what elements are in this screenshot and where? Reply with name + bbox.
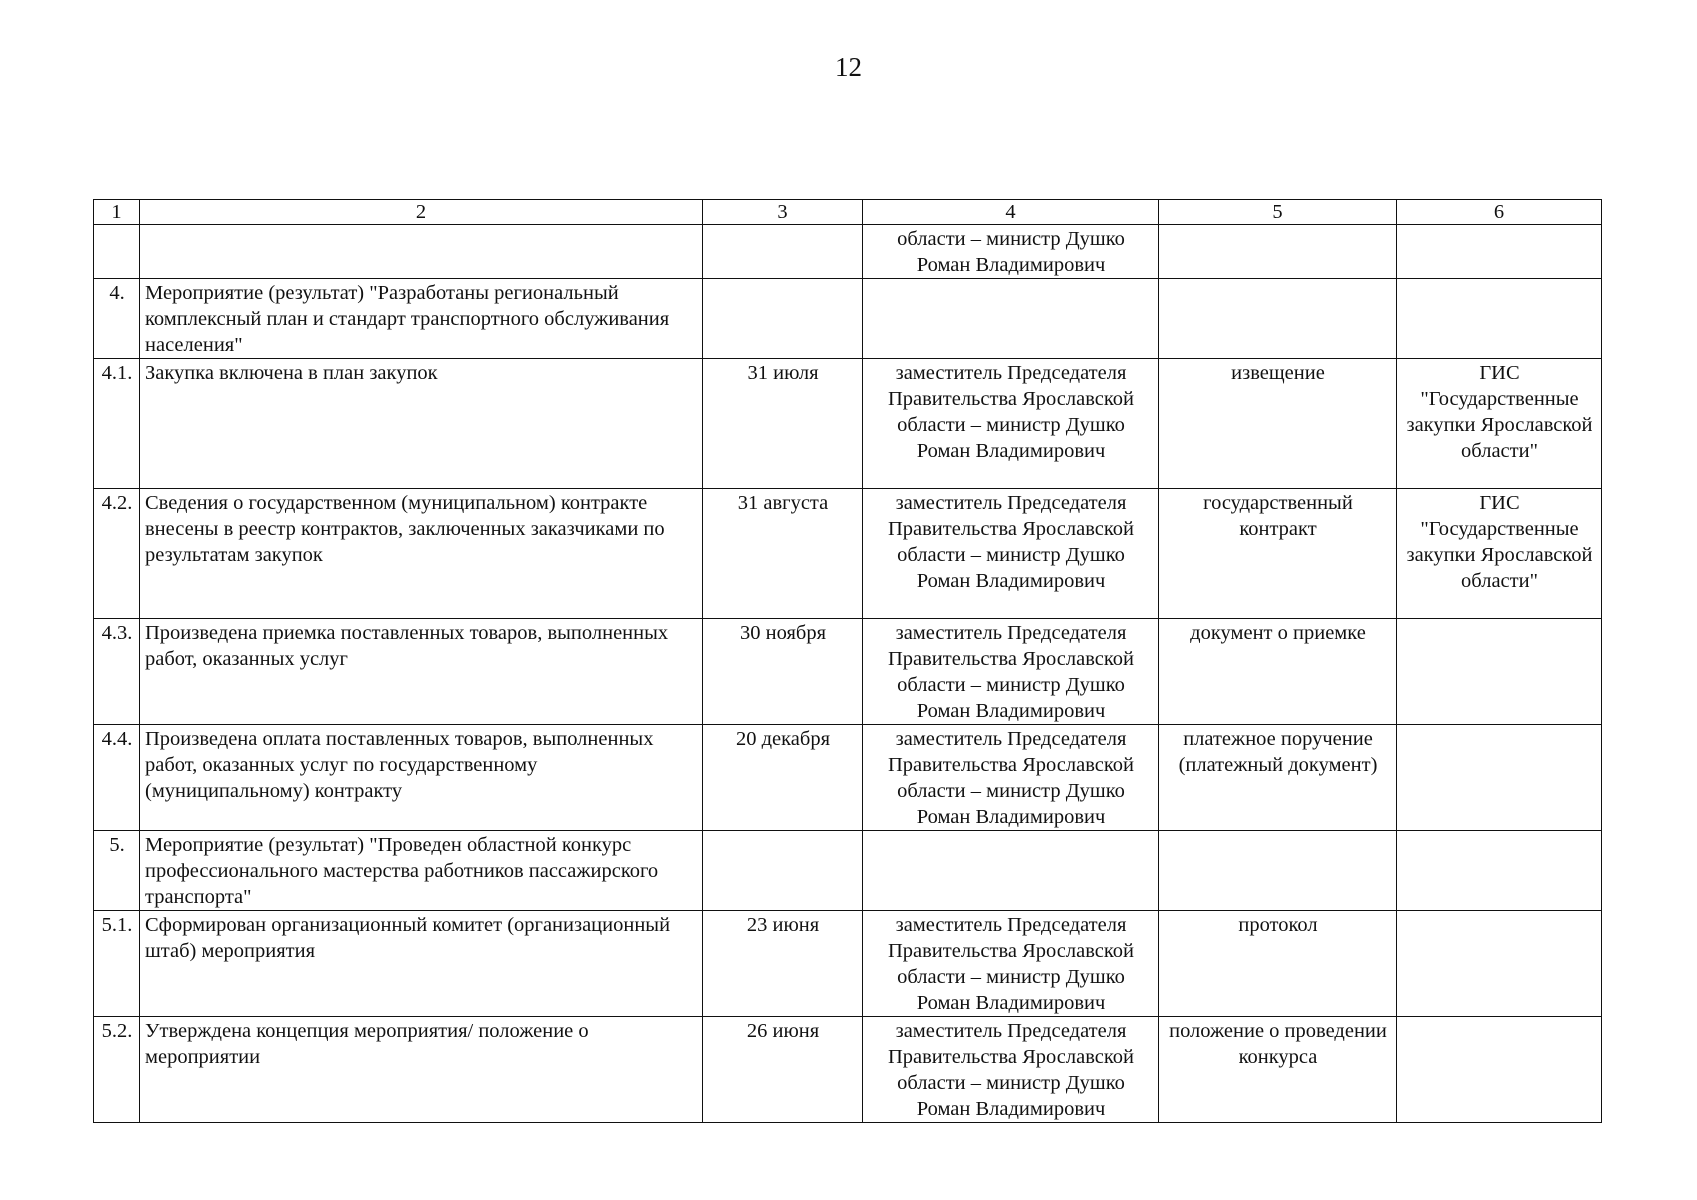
activity-cell	[140, 225, 703, 279]
document-cell: извещение	[1159, 359, 1397, 489]
responsible-cell: заместитель Председателя Правительства Ярославской области – министр Душко Роман Владимирович	[863, 359, 1159, 489]
activity-cell: Мероприятие (результат) "Разработаны региональный комплексный план и стандарт транспортного обслуживания населения"	[140, 279, 703, 359]
row-number: 5.2.	[94, 1017, 140, 1123]
row-number: 4.3.	[94, 619, 140, 725]
activity-cell: Мероприятие (результат) "Проведен областной конкурс профессионального мастерства работников пассажирского транспорта"	[140, 831, 703, 911]
schedule-table	[93, 199, 1602, 1123]
column-number: 4	[863, 200, 1159, 225]
activity-cell: Произведена оплата поставленных товаров, выполненных работ, оказанных услуг по государственному (муниципальному) контракту	[140, 725, 703, 831]
system-cell	[1397, 831, 1602, 911]
column-number: 1	[94, 200, 140, 225]
activity-cell: Сведения о государственном (муниципальном) контракте внесены в реестр контрактов, заключенных заказчиками по результатам закупок	[140, 489, 703, 619]
document-cell	[1159, 225, 1397, 279]
column-number: 5	[1159, 200, 1397, 225]
column-number-row	[94, 200, 1602, 225]
document-cell: платежное поручение (платежный документ)	[1159, 725, 1397, 831]
responsible-cell	[863, 279, 1159, 359]
responsible-cell: заместитель Председателя Правительства Ярославской области – министр Душко Роман Владимирович	[863, 619, 1159, 725]
deadline-cell	[703, 831, 863, 911]
document-cell	[1159, 279, 1397, 359]
activity-cell: Произведена приемка поставленных товаров, выполненных работ, оказанных услуг	[140, 619, 703, 725]
row-number	[94, 225, 140, 279]
system-cell	[1397, 1017, 1602, 1123]
document-cell: государственный контракт	[1159, 489, 1397, 619]
deadline-cell	[703, 279, 863, 359]
system-cell	[1397, 225, 1602, 279]
system-cell: ГИС "Государственные закупки Ярославской области"	[1397, 489, 1602, 619]
table-row	[94, 225, 1602, 279]
document-cell: положение о проведении конкурса	[1159, 1017, 1397, 1123]
deadline-cell: 20 декабря	[703, 725, 863, 831]
table-row	[94, 489, 1602, 619]
row-number: 5.1.	[94, 911, 140, 1017]
responsible-cell: заместитель Председателя Правительства Ярославской области – министр Душко Роман Владимирович	[863, 1017, 1159, 1123]
row-number: 5.	[94, 831, 140, 911]
table-row	[94, 725, 1602, 831]
row-number: 4.1.	[94, 359, 140, 489]
document-cell: документ о приемке	[1159, 619, 1397, 725]
responsible-cell	[863, 831, 1159, 911]
document-cell	[1159, 831, 1397, 911]
row-number: 4.2.	[94, 489, 140, 619]
table-row	[94, 619, 1602, 725]
responsible-cell: области – министр Душко Роман Владимирович	[863, 225, 1159, 279]
system-cell	[1397, 279, 1602, 359]
system-cell	[1397, 725, 1602, 831]
table-row	[94, 279, 1602, 359]
column-number: 2	[140, 200, 703, 225]
system-cell	[1397, 619, 1602, 725]
system-cell	[1397, 911, 1602, 1017]
deadline-cell: 30 ноября	[703, 619, 863, 725]
table-row	[94, 911, 1602, 1017]
deadline-cell	[703, 225, 863, 279]
row-number: 4.4.	[94, 725, 140, 831]
page-number: 12	[835, 52, 862, 82]
document-cell: протокол	[1159, 911, 1397, 1017]
responsible-cell: заместитель Председателя Правительства Ярославской области – министр Душко Роман Владимирович	[863, 911, 1159, 1017]
table-row	[94, 831, 1602, 911]
activity-cell: Сформирован организационный комитет (организационный штаб) мероприятия	[140, 911, 703, 1017]
table-row	[94, 359, 1602, 489]
deadline-cell: 31 августа	[703, 489, 863, 619]
responsible-cell: заместитель Председателя Правительства Ярославской области – министр Душко Роман Владимирович	[863, 489, 1159, 619]
column-number: 6	[1397, 200, 1602, 225]
row-number: 4.	[94, 279, 140, 359]
column-number: 3	[703, 200, 863, 225]
deadline-cell: 23 июня	[703, 911, 863, 1017]
table-row	[94, 1017, 1602, 1123]
responsible-cell: заместитель Председателя Правительства Ярославской области – министр Душко Роман Владимирович	[863, 725, 1159, 831]
system-cell: ГИС "Государственные закупки Ярославской области"	[1397, 359, 1602, 489]
activity-cell: Закупка включена в план закупок	[140, 359, 703, 489]
deadline-cell: 31 июля	[703, 359, 863, 489]
deadline-cell: 26 июня	[703, 1017, 863, 1123]
activity-cell: Утверждена концепция мероприятия/ положение о мероприятии	[140, 1017, 703, 1123]
